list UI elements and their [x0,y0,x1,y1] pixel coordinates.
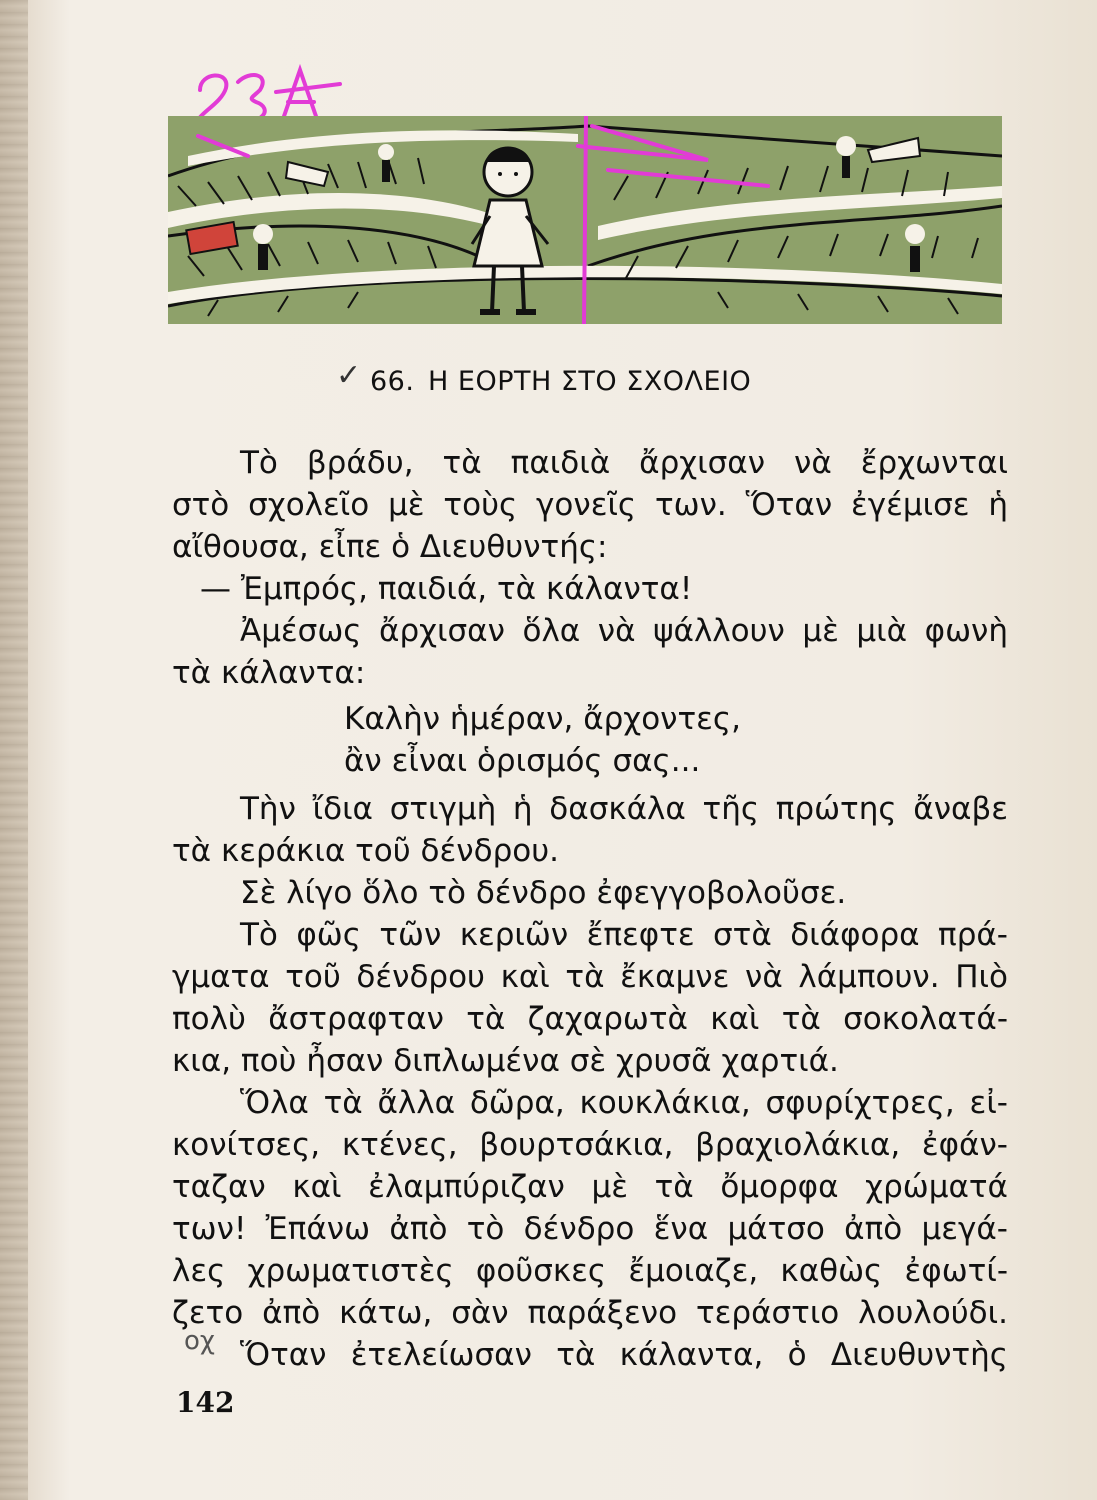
handwritten-check-mark: ✓ [336,358,362,393]
text-line: ζετο ἀπὸ κάτω, σὰν παράξενο τεράστιο λουλούδι. [172,1295,1008,1331]
book-spine-shadow [0,0,28,1500]
text-line: των! Ἐπάνω ἀπὸ τὸ δένδρο ἕνα μάτσο ἀπὸ μεγά- [172,1211,1008,1247]
text-line: στὸ σχολεῖο μὲ τοὺς γονεῖς των. Ὅταν ἐγέμισε ἡ [172,487,1008,523]
text-line: Ὅταν ἐτελείωσαν τὰ κάλαντα, ὁ Διευθυντὴς [240,1337,1008,1373]
text-line: πολὺ ἄστραφταν τὰ ζαχαρωτὰ καὶ τὰ σοκολατά- [172,1001,1008,1037]
illustration-svg [168,116,1002,324]
text-line: κονίτσες, κτένες, βουρτσάκια, βραχιολάκια, ἐφάν- [172,1127,1008,1163]
handwritten-margin-note: οχ [184,1326,215,1356]
text-line: — Ἐμπρός, παιδιά, τὰ κάλαντα! [200,571,693,607]
page-number: 142 [176,1386,235,1419]
text-line: τὰ κάλαντα: [172,655,366,691]
text-line: λες χρωματιστὲς φοῦσκες ἔμοιαζε, καθὼς ἐφωτί- [172,1253,1008,1289]
text-line: Τὸ φῶς τῶν κεριῶν ἔπεφτε στὰ διάφορα πρά- [240,917,1008,953]
text-line: κια, ποὺ ἦσαν διπλωμένα σὲ χρυσᾶ χαρτιά. [172,1043,839,1079]
text-line: Ἀμέσως ἄρχισαν ὅλα νὰ ψάλλουν μὲ μιὰ φωνὴ [240,613,1008,649]
text-line: Τὴν ἴδια στιγμὴ ἡ δασκάλα τῆς πρώτης ἄναβε [240,791,1008,827]
text-line: τὰ κεράκια τοῦ δένδρου. [172,833,560,869]
text-line: Καλὴν ἡμέραν, ἄρχοντες, [344,701,741,737]
text-line: γματα τοῦ δένδρου καὶ τὰ ἔκαμνε νὰ λάμπουν. Πιὸ [172,959,1008,995]
text-line: αἴθουσα, εἶπε ὁ Διευθυντής: [172,529,608,565]
text-line: ἂν εἶναι ὁρισμός σας... [344,743,701,779]
text-line: Σὲ λίγο ὅλο τὸ δένδρο ἐφεγγοβολοῦσε. [240,875,847,911]
chapter-title: Η ΕΟΡΤΗ ΣΤΟ ΣΧΟΛΕΙΟ [428,366,752,397]
text-line: ταζαν καὶ ἐλαμπύριζαν μὲ τὰ ὄμορφα χρώματά [172,1169,1008,1205]
text-line: Ὅλα τὰ ἄλλα δῶρα, κουκλάκια, σφυρίχτρες, εἰ- [240,1085,1008,1121]
text-line: Τὸ βράδυ, τὰ παιδιὰ ἄρχισαν νὰ ἔρχωνται [240,445,1008,481]
chapter-number: 66. [370,366,415,397]
christmas-garland-girl-illustration [168,116,1002,324]
